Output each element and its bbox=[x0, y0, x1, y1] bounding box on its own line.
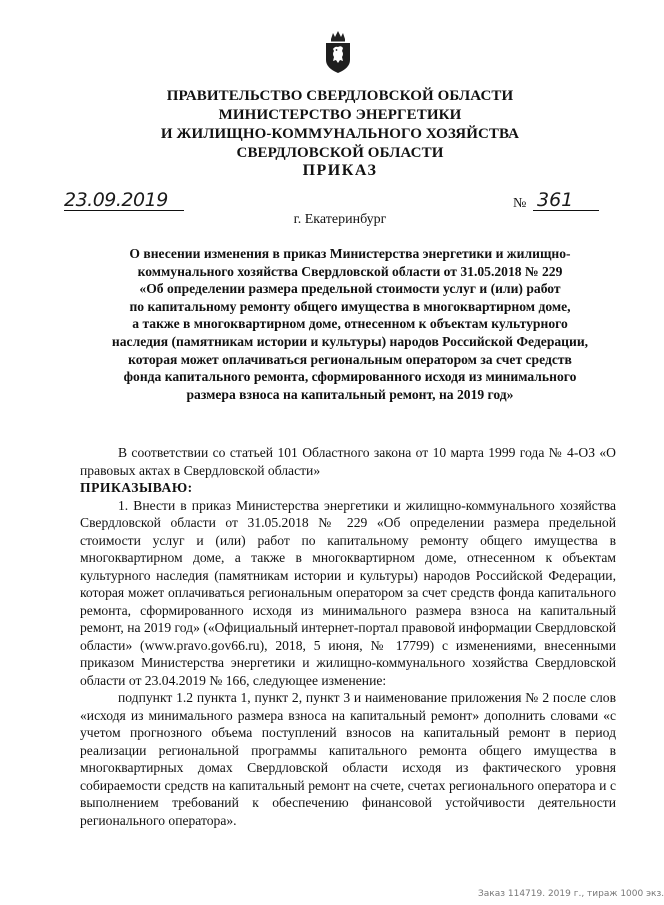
org-line: ПРАВИТЕЛЬСТВО СВЕРДЛОВСКОЙ ОБЛАСТИ bbox=[166, 88, 514, 104]
org-line: МИНИСТЕРСТВО ЭНЕРГЕТИКИ bbox=[218, 107, 462, 123]
order-body bbox=[80, 444, 616, 829]
order-subject bbox=[80, 245, 620, 403]
subject-line: наследия (памятникам истории и культуры) народов Российской Федерации, bbox=[111, 333, 589, 349]
org-header bbox=[80, 87, 600, 163]
subject-line: по капитальному ремонту общего имущества в многоквартирном доме, bbox=[129, 298, 571, 314]
subitem-paragraph: подпункт 1.2 пункта 1, пункт 2, пункт 3 и наименование приложения № 2 после слов «исходя из минимального размера взноса на капитальный ремонт» дополнить словами «с учетом прогнозного объема поступлений взносов на капитальный ремонт в период реализации региональной программы капитального ремонта общего имущества в многоквартирных домах Свердловской области исходя из фактического уровня собираемости средств на капитальный ремонт на счете, счетах регионального оператора и с выполнением требований к обеспечению финансовой устойчивости деятельности регионального оператора». bbox=[80, 690, 616, 828]
subject-line: а также в многоквартирном доме, отнесенном к объектам культурного bbox=[132, 316, 568, 332]
document-type: ПРИКАЗ bbox=[302, 162, 378, 179]
subject-line: коммунального хозяйства Свердловской области от 31.05.2018 № 229 bbox=[137, 263, 563, 279]
preamble-paragraph: В соответствии со статьей 101 Областного закона от 10 марта 1999 года № 4-ОЗ «О правовых актах в Свердловской области» bbox=[80, 445, 616, 478]
subject-line: которая может оплачиваться региональным оператором за счет средств bbox=[128, 351, 572, 367]
order-date: 23.09.2019 bbox=[64, 190, 184, 211]
coat-of-arms-icon bbox=[323, 30, 353, 74]
org-line: СВЕРДЛОВСКОЙ ОБЛАСТИ bbox=[236, 145, 444, 161]
number-sign: № bbox=[513, 196, 527, 211]
org-line: И ЖИЛИЩНО-КОММУНАЛЬНОГО ХОЗЯЙСТВА bbox=[160, 126, 520, 142]
city: г. Екатеринбург bbox=[293, 212, 387, 227]
item-1-paragraph: 1. Внести в приказ Министерства энергетики и жилищно-коммунального хозяйства Свердловской области от 31.05.2018 № 229 «Об определении размера предельной стоимости услуг и (или) работ по капитальному ремонту общего имущества в многоквартирном доме, а также в многоквартирном доме, отнесенном к объектам культурного наследия (памятникам истории и культуры) народов Российской Федерации, которая может оплачиваться региональным оператором за счет средств фонда капитального ремонта, сформированного исходя из минимального размера взноса на капитальный ремонт, на 2019 год» («Официальный интернет-портал правовой информации Свердловской области» (www.pravo.gov66.ru), 2018, 5 июня, № 17799) с изменениями, внесенными приказом Министерства энергетики и жилищно-коммунального хозяйства Свердловской области от 23.04.2019 № 166, следующее изменение: bbox=[80, 497, 616, 688]
subject-line: «Об определении размера предельной стоимости услуг и (или) работ bbox=[139, 281, 561, 297]
subject-line: размера взноса на капитальный ремонт, на 2019 год» bbox=[186, 386, 514, 402]
order-number: 361 bbox=[533, 190, 599, 211]
print-run-note: Заказ 114719. 2019 г., тираж 1000 экз. bbox=[478, 889, 664, 899]
subject-line: О внесении изменения в приказ Министерства энергетики и жилищно- bbox=[129, 246, 571, 261]
subject-line: фонда капитального ремонта, сформированного исходя из минимального bbox=[123, 369, 577, 385]
order-verb: ПРИКАЗЫВАЮ: bbox=[80, 480, 193, 495]
